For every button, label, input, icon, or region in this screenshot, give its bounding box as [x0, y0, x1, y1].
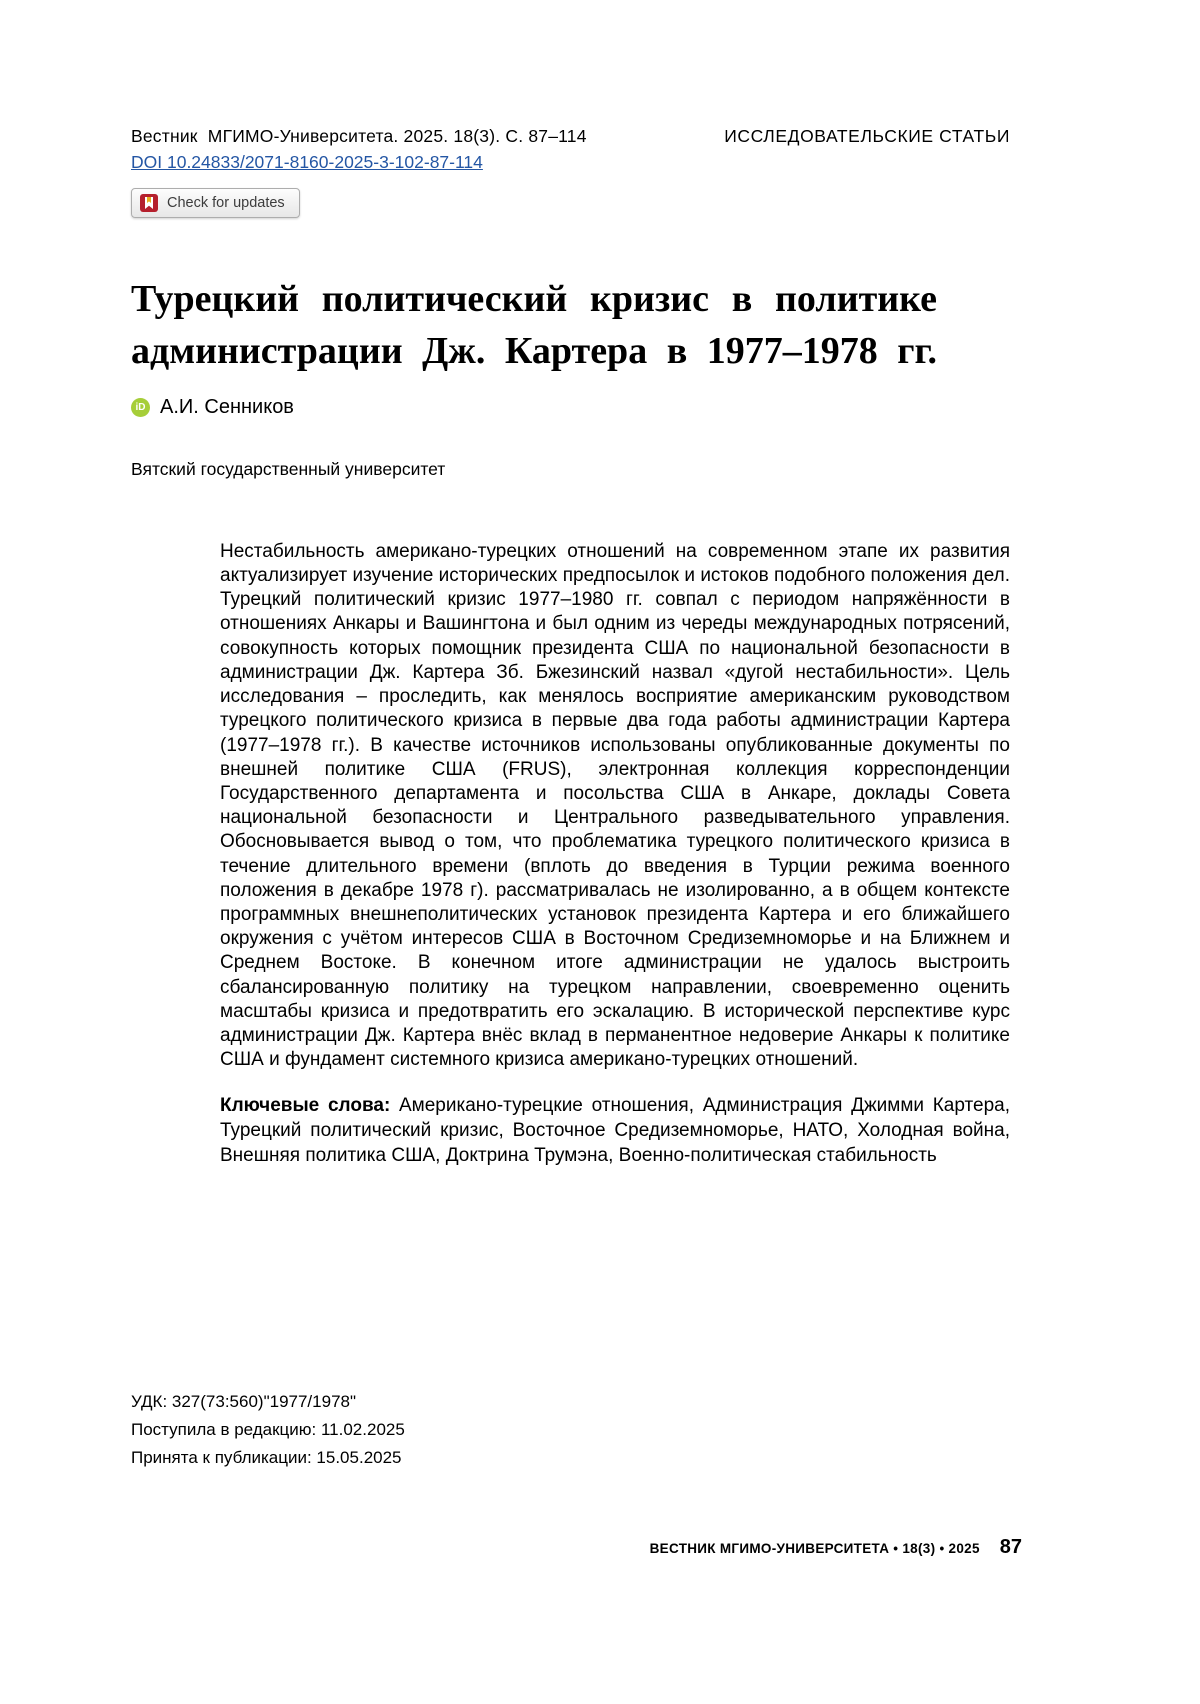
accepted-date: Принята к публикации: 15.05.2025 — [131, 1448, 402, 1467]
author-row — [131, 396, 1010, 419]
keywords-list: Американо-турецкие отношения, Администрация Джимми Картера, Турецкий политический кризис, Восточное Средиземноморье, НАТО, Холодная война, Внешняя политика США, Доктрина Трумэна, Военно-политическая стабильность — [220, 1095, 1010, 1166]
keywords-label: Ключевые слова: — [220, 1095, 391, 1117]
author-name: А.И. Сенников — [160, 395, 294, 418]
received-date: Поступила в редакцию: 11.02.2025 — [131, 1420, 405, 1439]
article-meta — [131, 1388, 405, 1472]
check-for-updates-label: Check for updates — [167, 195, 285, 211]
footer-page-number: 87 — [999, 1536, 1022, 1558]
journal-reference: Вестник МГИМО-Университета. 2025. 18(3). С. 87–114 — [131, 126, 587, 146]
check-for-updates-badge[interactable] — [131, 188, 300, 218]
page-header — [131, 126, 1010, 147]
orcid-icon[interactable]: iD — [131, 398, 150, 417]
doi-link[interactable]: DOI 10.24833/2071-8160-2025-3-102-87-114 — [131, 152, 483, 172]
article-title: Турецкий политический кризис в политике администрации Дж. Картера в 1977–1978 гг. — [131, 278, 937, 373]
section-label: ИССЛЕДОВАТЕЛЬСКИЕ СТАТЬИ — [724, 126, 1010, 146]
page-footer — [650, 1536, 1022, 1559]
footer-journal-line: ВЕСТНИК МГИМО-УНИВЕРСИТЕТА • 18(3) • 2025 — [649, 1541, 980, 1556]
udc-code: УДК: 327(73:560)"1977/1978" — [131, 1392, 357, 1411]
author-affiliation: Вятский государственный университет — [131, 458, 446, 479]
keywords-paragraph — [220, 1094, 1010, 1168]
crossmark-bookmark-icon — [140, 194, 158, 212]
abstract-text: Нестабильность американо-турецких отношений на современном этапе их развития актуализирует изучение исторических предпосылок и истоков подобного положения дел. Турецкий политический кризис 1977–1980 гг. совпал с периодом напряжённости в отношениях Анкары и Вашингтона и был одним из череды международных потрясений, совокупность которых помощник президента США по национальной безопасности в администрации Дж. Картера Зб. Бжезинский назвал «дугой нестабильности». Цель исследования – проследить, как менялось восприятие американским руководством турецкого политического кризиса в первые два года работы администрации Картера (1977–1978 гг.). В качестве источников использованы опубликованные документы по внешней политике США (FRUS), электронная коллекция корреспонденции Государственного департамента и посольства США в Анкаре, доклады Совета национальной безопасности и Центрального разведывательного управления. Обосновывается вывод о том, что проблематика турецкого политического кризиса в течение длительного времени (вплоть до введения в Турции режима военного положения в декабре 1978 г). рассматривалась не изолированно, а в общем контексте программных внешнеполитических установок президента Картера и его ближайшего окружения с учётом интересов США в Восточном Средиземноморье и на Ближнем и Среднем Востоке. В конечном итоге администрации не удалось выстроить сбалансированную политику на турецком направлении, своевременно оценить масштабы кризиса и предотвратить его эскалацию. В исторической перспективе курс администрации Дж. Картера внёс вклад в перманентное недоверие Анкары к политике США и фундамент системного кризиса американо-турецких отношений. — [220, 540, 1010, 1071]
